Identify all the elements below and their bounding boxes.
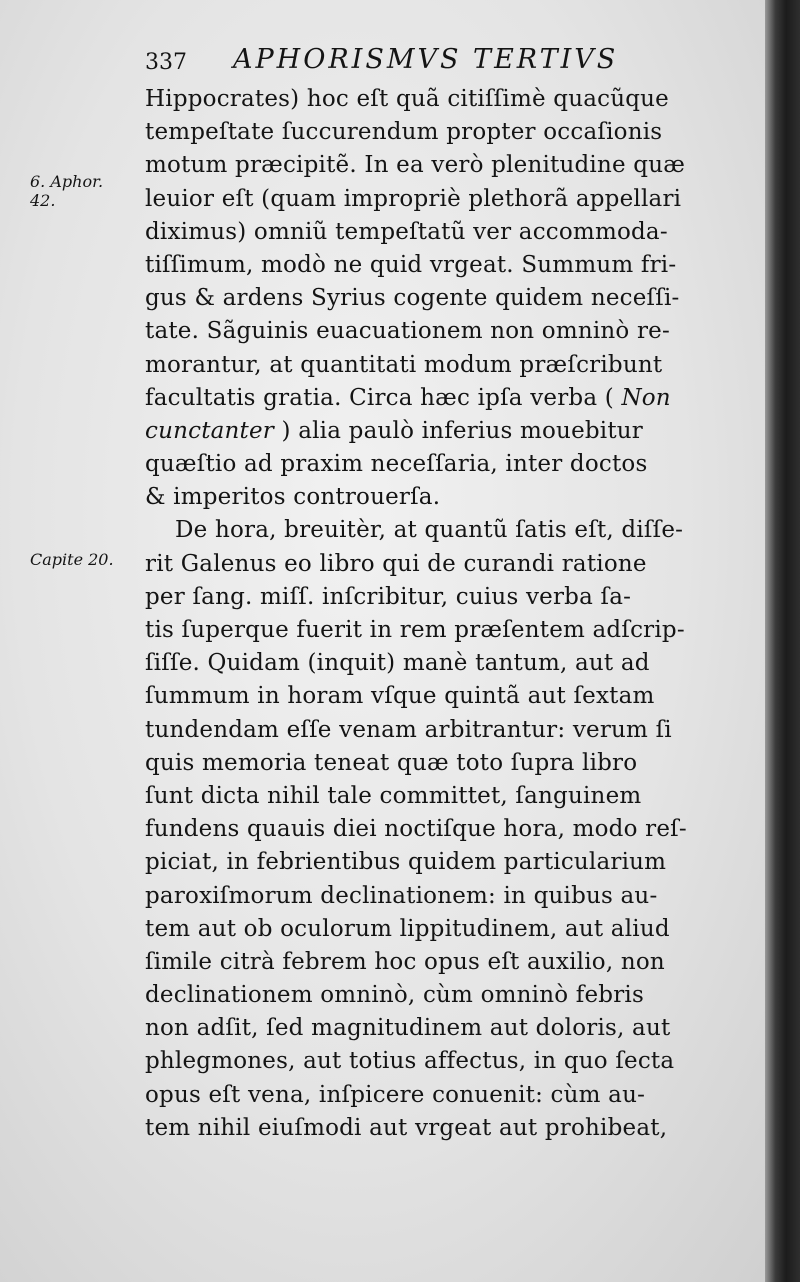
- margin-note-chapter: Capite 20.: [30, 550, 114, 569]
- text-segment: facultatis gratia. Circa hæc ipſa verba (: [145, 384, 614, 411]
- body-text: [145, 83, 710, 1145]
- text-line: tem aut ob oculorum lippitudinem, aut aliud: [145, 915, 670, 942]
- text-line: leuior eſt (quam impropriè plethorã appellari: [145, 185, 682, 212]
- text-line: piciat, in febrientibus quidem particularium: [145, 849, 667, 876]
- page-header: [145, 44, 745, 84]
- text-line: quæſtio ad praxim neceſſaria, inter doctos: [145, 451, 648, 478]
- text-line: & imperitos controuerſa.: [145, 484, 441, 511]
- paragraph-start-line: De hora, breuitèr, at quantũ ſatis eſt, diſſe-: [175, 517, 684, 544]
- text-line: rit Galenus eo libro qui de curandi ratione: [145, 550, 647, 577]
- text-line: tem nihil eiuſmodi aut vrgeat aut prohibeat,: [145, 1114, 668, 1141]
- text-line: diximus) omniũ tempeſtatũ ver accommoda-: [145, 218, 668, 245]
- text-line: paroxiſmorum declinationem: in quibus au-: [145, 882, 658, 909]
- margin-note-aphorism-number: 42.: [30, 191, 56, 210]
- text-line: quis memoria teneat quæ toto ſupra libro: [145, 749, 638, 776]
- text-line: opus eſt vena, inſpicere conuenit: cùm au-: [145, 1081, 646, 1108]
- text-line: phlegmones, aut totius affectus, in quo ſecta: [145, 1048, 675, 1075]
- text-line: declinationem omninò, cùm omninò febris: [145, 982, 644, 1009]
- text-line: [145, 415, 710, 448]
- text-line: tempeſtate ſuccurendum propter occaſionis: [145, 119, 663, 146]
- text-line: motum præcipitẽ. In ea verò plenitudine quæ: [145, 152, 686, 179]
- text-line: ſunt dicta nihil tale committet, ſanguinem: [145, 782, 642, 809]
- page-number: 337: [145, 50, 187, 75]
- text-line: per ſang. miſſ. inſcribitur, cuius verba ſa-: [145, 583, 632, 610]
- page-edge-shadow: [765, 0, 800, 1282]
- text-line: non adſit, ſed magnitudinem aut doloris, aut: [145, 1015, 671, 1042]
- text-line: ſummum in horam vſque quintã aut ſextam: [145, 683, 655, 710]
- text-line: gus & ardens Syrius cogente quidem neceſſi-: [145, 285, 680, 312]
- text-line: ſiſſe. Quidam (inquit) manè tantum, aut ad: [145, 650, 650, 677]
- text-line: tiſſimum, modò ne quid vrgeat. Summum fri-: [145, 251, 677, 278]
- text-line: tis ſuperque fuerit in rem præſentem adſcrip-: [145, 617, 685, 643]
- running-title: APHORISMVS TERTIVS: [233, 44, 619, 75]
- italic-word: cunctanter: [145, 417, 275, 444]
- text-line: ſimile citrà febrem hoc opus eſt auxilio, non: [145, 948, 665, 975]
- text-line: Hippocrates) hoc eſt quã citiſſimè quacũque: [145, 86, 669, 112]
- text-line: tate. Sãguinis euacuationem non omninò re-: [145, 318, 670, 345]
- margin-note-aphorism: 6. Aphor.: [30, 172, 104, 191]
- italic-word: Non: [621, 384, 671, 411]
- text-line: morantur, at quantitati modum præſcribunt: [145, 351, 663, 378]
- text-segment: ) alia paulò inferius mouebitur: [281, 417, 644, 444]
- text-line: fundens quauis diei noctiſque hora, modo reſ-: [145, 816, 687, 843]
- text-line: tundendam eſſe venam arbitrantur: verum ſi: [145, 716, 672, 743]
- text-line: [145, 382, 710, 415]
